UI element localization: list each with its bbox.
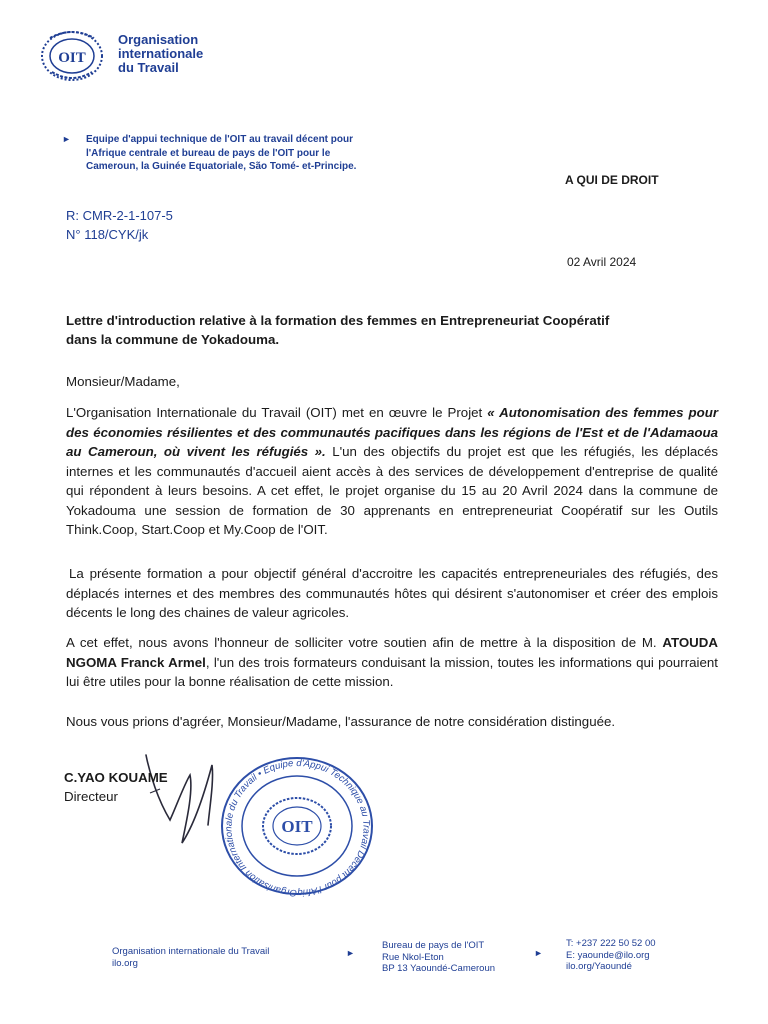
- paragraph-text: L'Organisation Internationale du Travail (OIT) met en œuvre le Projet: [66, 405, 488, 420]
- triangle-right-icon: ►: [62, 134, 71, 144]
- footer-link[interactable]: ilo.org/Yaoundé: [566, 961, 632, 972]
- footer-contact: [566, 938, 656, 973]
- reference-block: [66, 206, 173, 244]
- reference-code: R: CMR-2-1-107-5: [66, 208, 173, 223]
- footer-email[interactable]: E: yaounde@ilo.org: [566, 949, 650, 961]
- signer-name: C.YAO KOUAME: [64, 770, 168, 785]
- organization-name: [118, 33, 203, 75]
- footer-line: Rue Nkol-Eton: [382, 951, 444, 963]
- subject-line: dans la commune de Yokadouma.: [66, 332, 280, 347]
- svg-text:Organisation Internationale du: Organisation Internationale du Travail • Equipe d'Appui Technique au Travail Décent pour l'Afriq: [223, 757, 372, 899]
- letter-date: 02 Avril 2024: [567, 255, 637, 269]
- ilo-logo: [38, 28, 106, 84]
- paragraph-project: [66, 403, 718, 540]
- paragraph-text: A cet effet, nous avons l'honneur de solliciter votre soutien afin de mettre à la disposition de M.: [66, 635, 663, 650]
- addressee: A QUI DE DROIT: [565, 173, 659, 187]
- svg-text:OIT: OIT: [58, 50, 86, 66]
- office-unit: [86, 133, 386, 174]
- org-name-line: internationale: [118, 46, 204, 61]
- footer-phone: T: +237 222 50 52 00: [566, 938, 656, 949]
- official-stamp: [215, 750, 380, 900]
- org-name-line: du Travail: [118, 60, 179, 75]
- office-unit-line: l'Afrique centrale et bureau de pays de l'OIT pour le: [86, 147, 331, 159]
- footer-line: Organisation internationale du Travail: [112, 946, 270, 957]
- salutation: Monsieur/Madame,: [66, 374, 180, 389]
- ilo-emblem-icon: [38, 28, 106, 84]
- reference-number: N° 118/CYK/jk: [66, 227, 149, 242]
- office-unit-line: Equipe d'appui technique de l'OIT au travail décent pour: [86, 134, 354, 145]
- signer-title: Directeur: [64, 789, 118, 804]
- paragraph-text: , l'un des trois formateurs conduisant la mission, toutes les informations qui pourraient lui être utiles pour la bonne réalisation de cette mission.: [66, 654, 718, 689]
- paragraph-request: [66, 633, 718, 692]
- footer-line: BP 13 Yaoundé-Cameroun: [382, 963, 496, 974]
- office-unit-line: Cameroun, la Guinée Equatoriale, São Tomé- et-Principe.: [86, 161, 357, 172]
- closing-formula: Nous vous prions d'agréer, Monsieur/Madame, l'assurance de notre considération distinguée.: [66, 714, 616, 729]
- footer-address: [382, 940, 495, 975]
- stamp-seal-icon: [215, 750, 380, 900]
- paragraph-text: L'un des objectifs du projet est que les réfugiés, les déplacés internes et les communautés d'accueil aient accès à des services de développement d'entreprise de qualité qui répondent à leurs besoins. A cet effet, le projet organise du 15 au 20 Avril 2024 dans la commune de Yokadouma une session de formation de 30 apprenants en entrepreneuriat Coopératif sur les Outils Think.Coop, Start.Coop et My.Coop de l'OIT.: [66, 444, 718, 537]
- triangle-right-icon: ►: [346, 948, 355, 958]
- footer-line: Bureau de pays de l'OIT: [382, 940, 485, 951]
- org-name-line: Organisation: [118, 32, 199, 47]
- letter-subject: [66, 311, 706, 349]
- footer-organization: [112, 946, 269, 969]
- svg-text:OIT: OIT: [281, 817, 313, 836]
- project-title: « Autonomisation des femmes pour des économies résilientes et des communautés pacifiques dans les régions de l'Est et de l'Adamaoua au Cameroun, où vivent les réfugiés ».: [66, 405, 718, 459]
- footer-link[interactable]: ilo.org: [112, 957, 138, 969]
- trainer-name: ATOUDA NGOMA Franck Armel: [66, 635, 718, 670]
- paragraph-objective: La présente formation a pour objectif général d'accroitre les capacités entrepreneuriales des réfugiés, des déplacés internes et des membres des communautés hôtes qui désirent s'autonomiser et créer des emplois décents le long des chaines de valeur agricoles.: [66, 566, 718, 620]
- subject-line: Lettre d'introduction relative à la formation des femmes en Entrepreneuriat Coopératif: [66, 313, 610, 328]
- triangle-right-icon: ►: [534, 948, 543, 958]
